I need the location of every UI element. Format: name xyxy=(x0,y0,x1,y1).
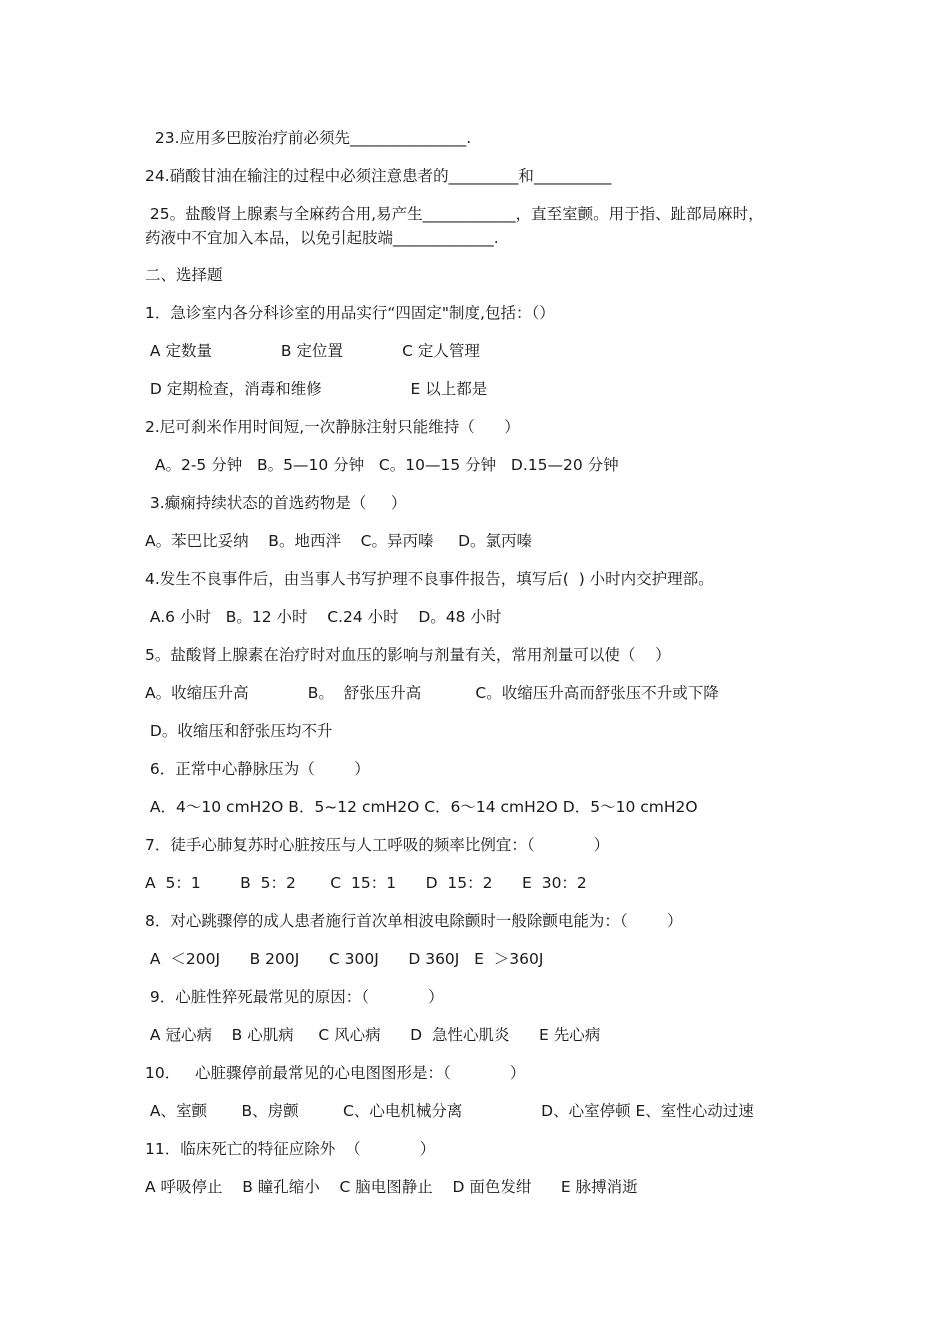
mc-question-11: 11．临床死亡的特征应除外 （ ） xyxy=(145,1140,436,1158)
mc-question-2: 2.尼可刹米作用时间短,一次静脉注射只能维持（ ） xyxy=(145,418,520,436)
mc-question-5: 5。盐酸肾上腺素在治疗时对血压的影响与剂量有关，常用剂量可以使（ ） xyxy=(145,646,671,664)
mc-question-3: 3.癫痫持续状态的首选药物是（ ） xyxy=(145,494,407,512)
mc-question-9: 9．心脏性猝死最常见的原因：（ ） xyxy=(145,988,444,1006)
mc-options-11: A 呼吸停止 B 瞳孔缩小 C 脑电图静止 D 面色发绀 E 脉搏消逝 xyxy=(145,1178,638,1196)
mc-options-10: A、室颤 B、房颤 C、心电机械分离 D、心室停顿 E、室性心动过速 xyxy=(145,1102,754,1120)
mc-options-4: A.6 小时 B。12 小时 C.24 小时 D。48 小时 xyxy=(145,608,502,626)
mc-question-1: 1．急诊室内各分科诊室的用品实行“四固定"制度,包括：（） xyxy=(145,304,555,322)
mc-options-5-b: D。收缩压和舒张压均不升 xyxy=(145,722,333,740)
section-heading-choice: 二、选择题 xyxy=(145,266,223,284)
mc-options-2: A。2-5 分钟 B。5—10 分钟 C。10—15 分钟 D.15—20 分钟 xyxy=(145,456,619,474)
mc-question-4: 4.发生不良事件后，由当事人书写护理不良事件报告，填写后( ) 小时内交护理部。 xyxy=(145,570,714,588)
mc-options-9: A 冠心病 B 心肌病 C 风心病 D 急性心肌炎 E 先心病 xyxy=(145,1026,601,1044)
question-23: 23.应用多巴胺治疗前必须先_______________. xyxy=(145,129,472,147)
mc-options-5-a: A。收缩压升高 B。 舒张压升高 C。收缩压升高而舒张压不升或下降 xyxy=(145,684,719,702)
mc-options-3: A。苯巴比妥纳 B。地西泮 C。异丙嗪 D。氯丙嗪 xyxy=(145,532,533,550)
mc-options-7: A 5：1 B 5：2 C 15：1 D 15：2 E 30：2 xyxy=(145,874,587,892)
mc-question-8: 8．对心跳骤停的成人患者施行首次单相波电除颤时一般除颤电能为：（ ） xyxy=(145,912,683,930)
question-25-line-1: 25。盐酸肾上腺素与全麻药合用,易产生____________，直至室颤。用于指、趾部局麻时， xyxy=(145,205,764,223)
mc-options-1-a: A 定数量 B 定位置 C 定人管理 xyxy=(145,342,480,360)
mc-options-8: A ＜200J B 200J C 300J D 360J E ＞360J xyxy=(145,950,544,968)
question-24: 24.硝酸甘油在输注的过程中必须注意患者的_________和__________ xyxy=(145,167,612,185)
question-25-line-2: 药液中不宜加入本品，以免引起肢端_____________. xyxy=(145,229,499,247)
mc-options-6: A．4～10 cmH2O B．5~12 cmH2O C．6～14 cmH2O D．5～10 cmH2O xyxy=(145,798,698,816)
mc-options-1-b: D 定期检查，消毒和维修 E 以上都是 xyxy=(145,380,488,398)
mc-question-6: 6．正常中心静脉压为（ ） xyxy=(145,760,370,778)
mc-question-10: 10． 心脏骤停前最常见的心电图图形是：（ ） xyxy=(145,1064,526,1082)
mc-question-7: 7．徒手心肺复苏时心脏按压与人工呼吸的频率比例宜：（ ） xyxy=(145,836,610,854)
